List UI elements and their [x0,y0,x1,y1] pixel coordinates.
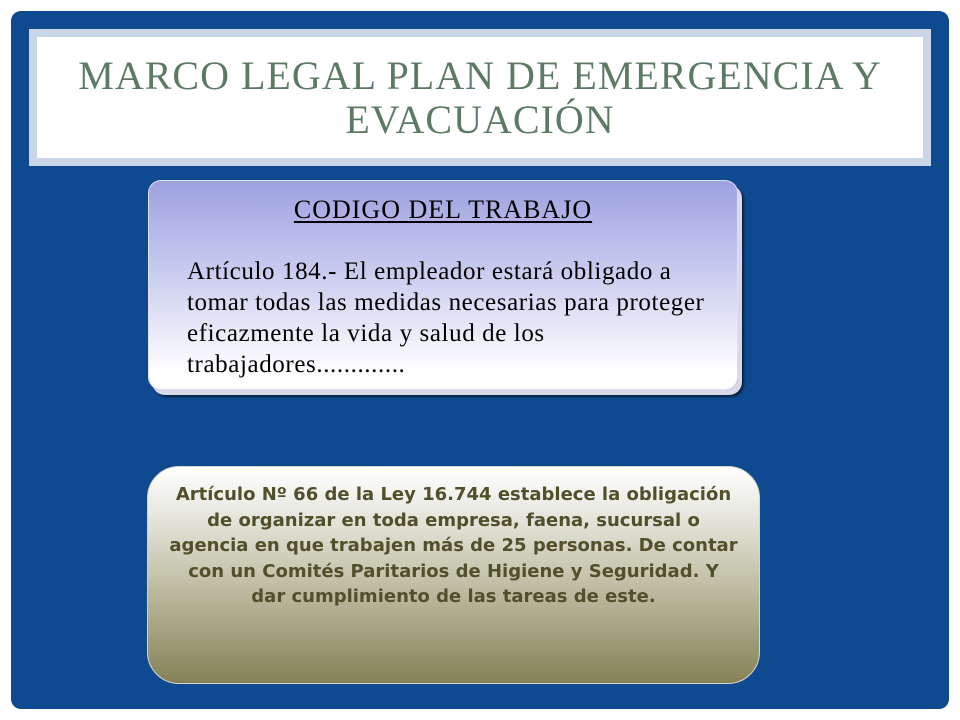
ley-16744-box [147,466,760,684]
slide-title: MARCO LEGAL PLAN DE EMERGENCIA Y EVACUACIÓN [78,52,882,142]
title-banner [29,29,931,166]
codigo-article-text: Artículo 184.- El empleador estará obligado a tomar todas las medidas necesarias para proteger eficazmente la vida y salud de los trabajadores............. [187,258,705,378]
ley-article-text: Artículo Nº 66 de la Ley 16.744 establece la obligación de organizar en toda empresa, faena, sucursal o agencia en que trabajen más de 25 personas. De contar con un Comités Paritarios de Higiene y Seguridad. Y dar cumplimiento de las tareas de este. [169,484,738,607]
codigo-del-trabajo-box [148,180,738,390]
codigo-heading: CODIGO DEL TRABAJO [293,195,593,224]
title-banner-inner [37,37,923,158]
